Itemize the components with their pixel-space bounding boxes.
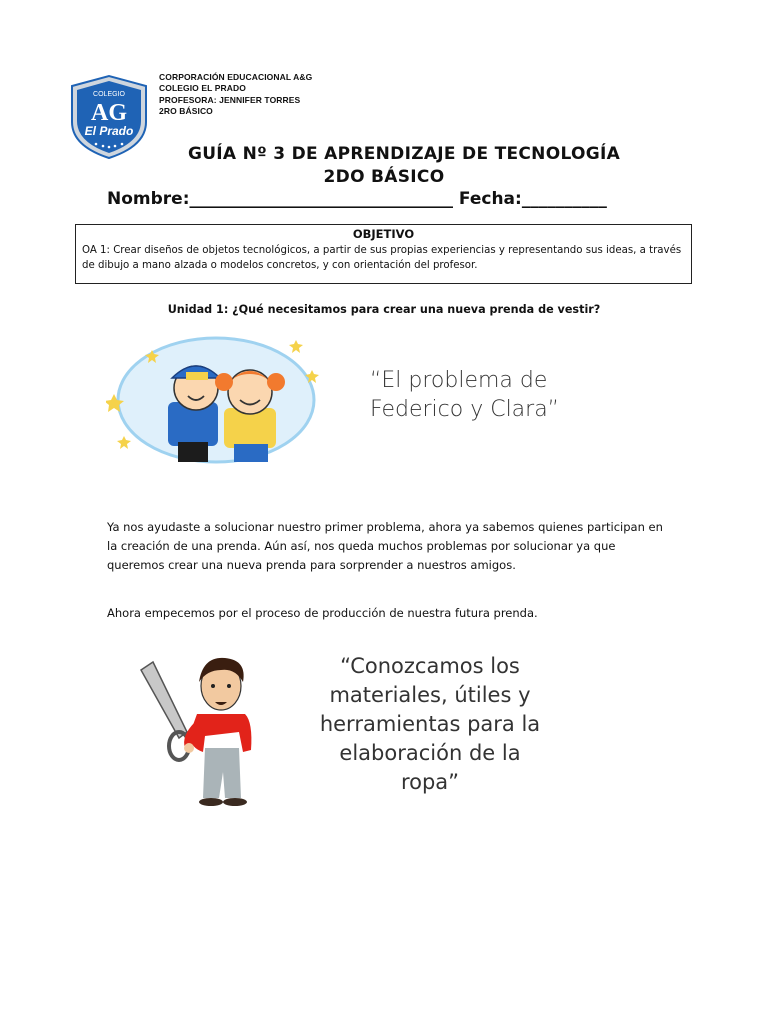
objective-heading: OBJETIVO — [352, 227, 415, 241]
header-corporation: CORPORACIÓN EDUCACIONAL A&G — [159, 72, 313, 82]
objective-text: OA 1: Crear diseños de objetos tecnológicos, a partir de sus propias experiencias y representando sus ideas, a través de dibujo a mano alzada o modelos concretos, y con orientación del profesor. — [82, 245, 682, 271]
tailor-illustration — [135, 652, 265, 808]
header-teacher: PROFESORA: JENNIFER TORRES — [159, 95, 301, 105]
page-title: GUÍA Nº 3 DE APRENDIZAJE DE TECNOLOGÍA — [187, 144, 621, 164]
quote-problem-line-1: “El problema de — [370, 368, 548, 393]
unit-title: Unidad 1: ¿Qué necesitamos para crear una nueva prenda de vestir? — [167, 303, 601, 316]
intro-paragraph: Ya nos ayudaste a solucionar nuestro primer problema, ahora ya sabemos quienes participan en la creación de una prenda. Aún así, nos queda muchos problemas por solucionar ya que queremos crear una nueva prenda para sorprender a nuestros amigos. — [107, 520, 663, 572]
logo-script: El Prado — [84, 124, 134, 138]
kids-illustration — [106, 330, 320, 466]
quote-problem — [370, 366, 660, 424]
logo-top-text: COLEGIO — [93, 91, 125, 98]
page-subtitle: 2DO BÁSICO — [323, 167, 445, 187]
quote-materials-line-4: elaboración de la — [339, 741, 521, 765]
quote-materials-line-1: “Conozcamos los — [340, 654, 520, 678]
quote-materials-line-5: ropa” — [400, 770, 460, 794]
quote-problem-line-2: Federico y Clara” — [370, 397, 560, 422]
quote-materials-line-2: materiales, útiles y — [329, 683, 531, 707]
quote-materials-line-3: herramientas para la — [319, 712, 541, 736]
header-grade: 2RO BÁSICO — [159, 106, 213, 116]
name-date-field: Nombre:_______________________________ Fecha:__________ — [107, 189, 607, 209]
production-paragraph: Ahora empecemos por el proceso de producción de nuestra futura prenda. — [107, 606, 538, 620]
header-school: COLEGIO EL PRADO — [159, 83, 246, 93]
quote-materials — [280, 652, 580, 797]
logo-initials: AG — [91, 100, 127, 126]
objective-box — [75, 224, 692, 284]
